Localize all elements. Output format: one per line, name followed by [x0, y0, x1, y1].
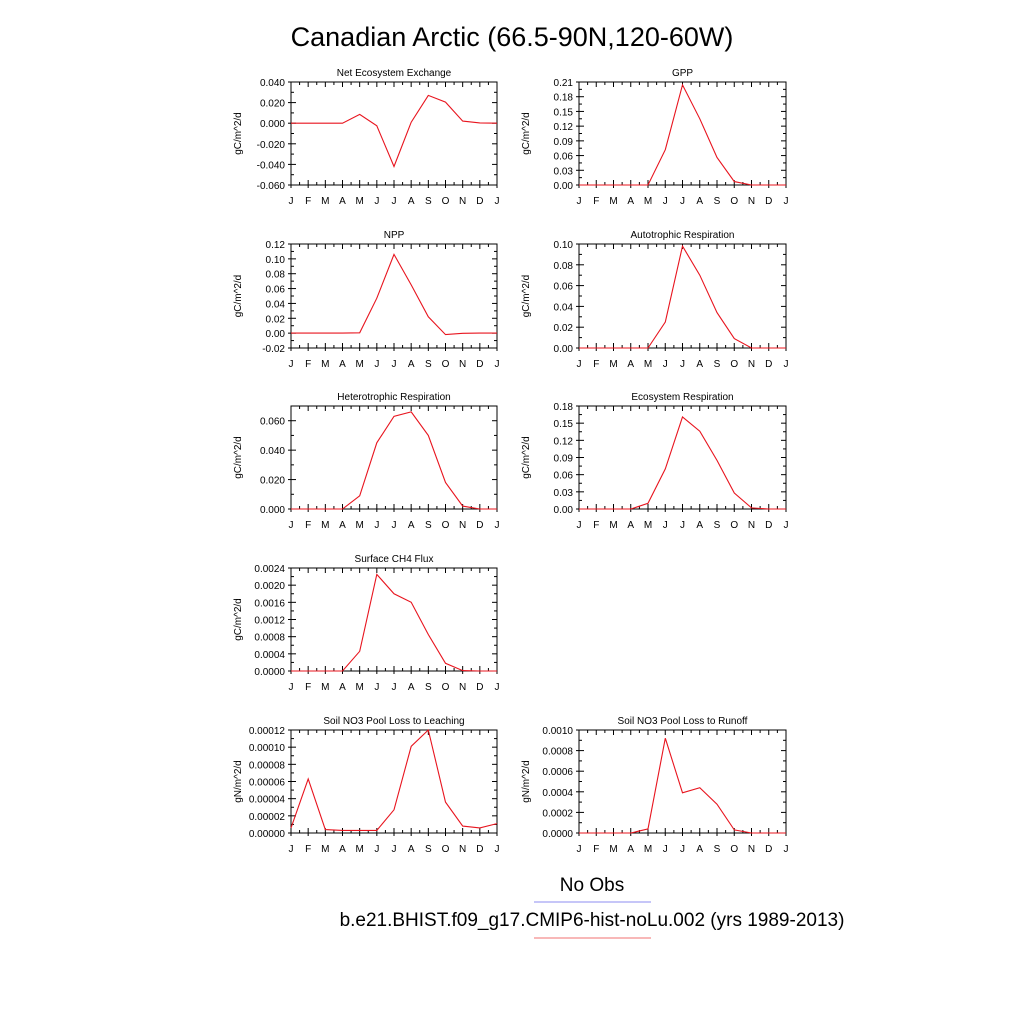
- y-tick-label: -0.020: [256, 139, 285, 151]
- y-tick-label: 0.15: [553, 107, 573, 119]
- y-tick-label: 0.0012: [254, 615, 285, 627]
- x-tick-label: J: [494, 196, 500, 207]
- y-tick-label: 0.0008: [542, 746, 573, 758]
- x-tick-label: D: [476, 196, 484, 207]
- y-tick-label: 0.08: [265, 269, 285, 281]
- y-tick-label: 0.0008: [254, 632, 285, 644]
- y-tick-label: 0.00: [265, 329, 285, 341]
- y-tick-label: 0.06: [553, 151, 573, 163]
- y-tick-label: 0.0004: [542, 787, 573, 799]
- y-tick-label: 0.00012: [248, 726, 285, 737]
- x-tick-label: S: [424, 196, 432, 207]
- x-tick-label: N: [747, 844, 756, 855]
- x-tick-label: N: [459, 520, 467, 531]
- x-tick-label: O: [730, 520, 739, 531]
- plot-frame: [579, 730, 786, 833]
- x-tick-label: J: [288, 196, 294, 207]
- x-tick-label: A: [696, 196, 704, 207]
- x-tick-label: N: [747, 196, 756, 207]
- y-tick-label: 0.06: [265, 284, 285, 296]
- legend-label-model: b.e21.BHIST.f09_g17.CMIP6-hist-noLu.002 (yrs 1989-2013): [339, 910, 845, 931]
- y-tick-label: 0.08: [553, 260, 573, 272]
- x-tick-label: O: [441, 520, 450, 531]
- x-tick-label: M: [355, 196, 364, 207]
- x-tick-label: F: [305, 520, 312, 531]
- y-tick-label: 0.0010: [542, 726, 573, 737]
- y-tick-label: 0.00006: [248, 777, 285, 789]
- panel-title: Heterotrophic Respiration: [337, 392, 451, 403]
- x-tick-label: S: [424, 359, 432, 370]
- y-tick-label: -0.040: [256, 160, 285, 172]
- x-tick-label: J: [680, 359, 685, 370]
- x-tick-label: S: [713, 844, 721, 855]
- series-line-1: [579, 246, 786, 348]
- x-tick-label: J: [494, 520, 500, 531]
- x-tick-label: M: [609, 359, 618, 370]
- x-tick-label: J: [662, 196, 668, 207]
- x-tick-label: N: [747, 520, 756, 531]
- x-tick-label: M: [643, 359, 653, 370]
- x-tick-label: S: [713, 196, 721, 207]
- y-tick-label: 0.02: [265, 314, 285, 326]
- series-line-1: [291, 412, 497, 509]
- panels-group: [233, 68, 789, 855]
- x-tick-label: J: [783, 359, 789, 370]
- y-tick-label: 0.020: [259, 475, 285, 487]
- y-tick-label: 0.12: [265, 240, 285, 251]
- x-tick-label: J: [288, 844, 294, 855]
- x-tick-label: A: [407, 196, 415, 207]
- x-tick-label: J: [576, 359, 582, 370]
- x-tick-label: N: [459, 196, 467, 207]
- plot-frame: [291, 244, 497, 348]
- series-line-1: [579, 85, 786, 185]
- series-line-1: [291, 254, 497, 334]
- x-tick-label: F: [305, 844, 312, 855]
- x-tick-label: J: [783, 196, 789, 207]
- x-tick-label: J: [391, 682, 397, 693]
- x-tick-label: M: [609, 844, 618, 855]
- plot-frame: [579, 406, 786, 509]
- y-tick-label: 0.00: [553, 344, 573, 355]
- x-tick-label: A: [696, 844, 704, 855]
- x-tick-label: A: [627, 359, 635, 370]
- x-tick-label: A: [627, 520, 635, 531]
- x-tick-label: M: [321, 196, 330, 207]
- x-tick-label: O: [730, 196, 739, 207]
- y-axis-label: gC/m^2/d: [233, 598, 244, 641]
- y-tick-label: 0.12: [553, 122, 573, 134]
- x-tick-label: A: [339, 520, 346, 531]
- x-tick-label: F: [305, 359, 312, 370]
- panel-5: [233, 392, 500, 531]
- x-tick-label: F: [593, 196, 600, 207]
- y-tick-label: -0.02: [262, 344, 285, 355]
- x-tick-label: M: [321, 682, 330, 693]
- panel-2: [521, 68, 789, 207]
- x-tick-label: A: [407, 844, 415, 855]
- series-line-1: [291, 730, 497, 830]
- x-tick-label: A: [339, 196, 346, 207]
- y-tick-label: 0.000: [259, 505, 285, 516]
- y-tick-label: 0.18: [553, 92, 573, 104]
- y-tick-label: 0.0002: [542, 808, 573, 820]
- y-tick-label: 0.00: [553, 181, 573, 192]
- y-tick-label: 0.0016: [254, 598, 285, 610]
- series-line-1: [291, 574, 497, 671]
- x-tick-label: J: [374, 682, 380, 693]
- x-tick-label: F: [305, 196, 312, 207]
- x-tick-label: M: [355, 520, 364, 531]
- x-tick-label: A: [627, 844, 635, 855]
- x-tick-label: J: [288, 682, 294, 693]
- y-tick-label: 0.06: [553, 281, 573, 293]
- x-tick-label: J: [494, 682, 500, 693]
- y-tick-label: 0.000: [259, 119, 285, 131]
- x-tick-label: O: [730, 844, 739, 855]
- x-tick-label: M: [321, 520, 330, 531]
- x-tick-label: M: [643, 196, 653, 207]
- y-tick-label: 0.0000: [542, 829, 573, 840]
- panel-title: Net Ecosystem Exchange: [336, 68, 452, 79]
- plot-frame: [579, 244, 786, 348]
- y-tick-label: 0.12: [553, 436, 573, 448]
- plot-frame: [291, 568, 497, 671]
- x-tick-label: J: [662, 844, 668, 855]
- x-tick-label: J: [494, 844, 500, 855]
- y-tick-label: 0.06: [553, 470, 573, 482]
- y-axis-label: gN/m^2/d: [233, 760, 244, 803]
- y-tick-label: 0.0000: [254, 667, 285, 678]
- x-tick-label: N: [459, 682, 467, 693]
- x-tick-label: F: [305, 682, 312, 693]
- x-tick-label: J: [288, 359, 294, 370]
- x-tick-label: M: [643, 844, 653, 855]
- x-tick-label: J: [680, 520, 685, 531]
- x-tick-label: J: [783, 520, 789, 531]
- x-tick-label: J: [783, 844, 789, 855]
- y-tick-label: 0.18: [553, 402, 573, 413]
- plot-frame: [291, 406, 497, 509]
- x-tick-label: J: [576, 196, 582, 207]
- x-tick-label: M: [609, 196, 618, 207]
- plot-frame: [291, 82, 497, 185]
- y-tick-label: 0.0024: [254, 564, 285, 575]
- y-tick-label: 0.0020: [254, 581, 285, 593]
- y-tick-label: 0.00010: [248, 743, 285, 755]
- y-tick-label: 0.00004: [248, 794, 285, 806]
- panel-title: Soil NO3 Pool Loss to Leaching: [323, 716, 465, 727]
- x-tick-label: M: [355, 682, 364, 693]
- y-tick-label: 0.040: [259, 78, 285, 89]
- x-tick-label: M: [643, 520, 653, 531]
- x-tick-label: A: [627, 196, 635, 207]
- x-tick-label: A: [339, 844, 346, 855]
- x-tick-label: N: [747, 359, 756, 370]
- y-tick-label: 0.02: [553, 323, 573, 335]
- panel-title: NPP: [383, 230, 405, 241]
- series-line-1: [579, 738, 786, 833]
- x-tick-label: A: [407, 682, 415, 693]
- figure-title: Canadian Arctic (66.5-90N,120-60W): [290, 22, 734, 52]
- x-tick-label: O: [441, 844, 450, 855]
- y-tick-label: 0.04: [553, 302, 573, 314]
- x-tick-label: J: [576, 520, 582, 531]
- x-tick-label: F: [593, 520, 600, 531]
- y-axis-label: gC/m^2/d: [521, 436, 532, 479]
- series-line-1: [291, 95, 497, 166]
- panel-3: [233, 230, 500, 370]
- x-tick-label: M: [355, 359, 364, 370]
- x-tick-label: J: [680, 844, 685, 855]
- panel-6: [521, 392, 789, 531]
- y-axis-label: gC/m^2/d: [521, 112, 532, 155]
- panel-title: GPP: [671, 68, 694, 79]
- y-tick-label: 0.00000: [248, 829, 285, 840]
- x-tick-label: J: [576, 844, 582, 855]
- x-tick-label: A: [407, 359, 415, 370]
- x-tick-label: A: [339, 682, 346, 693]
- y-tick-label: 0.10: [265, 254, 285, 266]
- x-tick-label: J: [391, 520, 397, 531]
- x-tick-label: J: [391, 196, 397, 207]
- y-tick-label: 0.040: [259, 446, 285, 458]
- panel-title: Ecosystem Respiration: [631, 392, 734, 403]
- panel-title: Soil NO3 Pool Loss to Runoff: [617, 716, 748, 727]
- x-tick-label: N: [459, 844, 467, 855]
- x-tick-label: M: [609, 520, 618, 531]
- plot-frame: [291, 730, 497, 833]
- x-tick-label: A: [696, 359, 704, 370]
- plot-frame: [579, 82, 786, 185]
- y-tick-label: 0.15: [553, 419, 573, 431]
- panel-1: [233, 68, 500, 207]
- x-tick-label: D: [765, 520, 773, 531]
- x-tick-label: A: [696, 520, 704, 531]
- y-tick-label: 0.03: [553, 487, 573, 499]
- y-tick-label: 0.10: [553, 240, 573, 251]
- x-tick-label: M: [321, 359, 330, 370]
- x-tick-label: D: [765, 844, 773, 855]
- x-tick-label: D: [476, 844, 484, 855]
- x-tick-label: F: [593, 359, 600, 370]
- x-tick-label: N: [459, 359, 467, 370]
- x-tick-label: J: [662, 359, 668, 370]
- y-tick-label: -0.060: [256, 181, 285, 192]
- x-tick-label: J: [391, 844, 397, 855]
- y-tick-label: 0.09: [553, 136, 573, 148]
- x-tick-label: O: [441, 682, 450, 693]
- x-tick-label: J: [374, 520, 380, 531]
- y-tick-label: 0.060: [259, 416, 285, 428]
- x-tick-label: F: [593, 844, 600, 855]
- x-tick-label: S: [424, 844, 432, 855]
- x-tick-label: A: [339, 359, 346, 370]
- y-tick-label: 0.21: [553, 78, 573, 89]
- x-tick-label: D: [765, 196, 773, 207]
- x-tick-label: J: [391, 359, 397, 370]
- legend: [340, 875, 845, 938]
- panel-title: Surface CH4 Flux: [354, 554, 434, 565]
- y-tick-label: 0.09: [553, 453, 573, 465]
- x-tick-label: D: [476, 359, 484, 370]
- x-tick-label: J: [680, 196, 685, 207]
- x-tick-label: O: [441, 196, 450, 207]
- x-tick-label: A: [407, 520, 415, 531]
- panel-8: [233, 716, 500, 855]
- x-tick-label: D: [476, 520, 484, 531]
- panel-4: [521, 230, 789, 370]
- x-tick-label: J: [494, 359, 500, 370]
- y-tick-label: 0.03: [553, 166, 573, 178]
- x-tick-label: S: [424, 682, 432, 693]
- x-tick-label: J: [288, 520, 294, 531]
- y-tick-label: 0.0004: [254, 649, 285, 661]
- x-tick-label: D: [765, 359, 773, 370]
- y-axis-label: gC/m^2/d: [233, 436, 244, 479]
- x-tick-label: M: [321, 844, 330, 855]
- panel-9: [521, 716, 789, 855]
- y-tick-label: 0.00002: [248, 811, 285, 823]
- x-tick-label: J: [374, 359, 380, 370]
- panel-title: Autotrophic Respiration: [630, 230, 735, 241]
- x-tick-label: S: [713, 359, 721, 370]
- y-tick-label: 0.00: [553, 505, 573, 516]
- x-tick-label: O: [441, 359, 450, 370]
- y-axis-label: gC/m^2/d: [521, 274, 532, 318]
- x-tick-label: O: [730, 359, 739, 370]
- x-tick-label: S: [713, 520, 721, 531]
- series-line-1: [579, 417, 786, 509]
- panel-7: [233, 554, 500, 693]
- y-tick-label: 0.00008: [248, 760, 285, 772]
- y-axis-label: gC/m^2/d: [233, 274, 244, 318]
- x-tick-label: J: [662, 520, 668, 531]
- y-axis-label: gN/m^2/d: [521, 760, 532, 803]
- x-tick-label: J: [374, 844, 380, 855]
- legend-label-obs: No Obs: [559, 875, 625, 896]
- x-tick-label: M: [355, 844, 364, 855]
- y-axis-label: gC/m^2/d: [233, 112, 244, 155]
- x-tick-label: J: [374, 196, 380, 207]
- y-tick-label: 0.0006: [542, 767, 573, 779]
- y-tick-label: 0.04: [265, 299, 285, 311]
- x-tick-label: S: [424, 520, 432, 531]
- x-tick-label: D: [476, 682, 484, 693]
- y-tick-label: 0.020: [259, 98, 285, 110]
